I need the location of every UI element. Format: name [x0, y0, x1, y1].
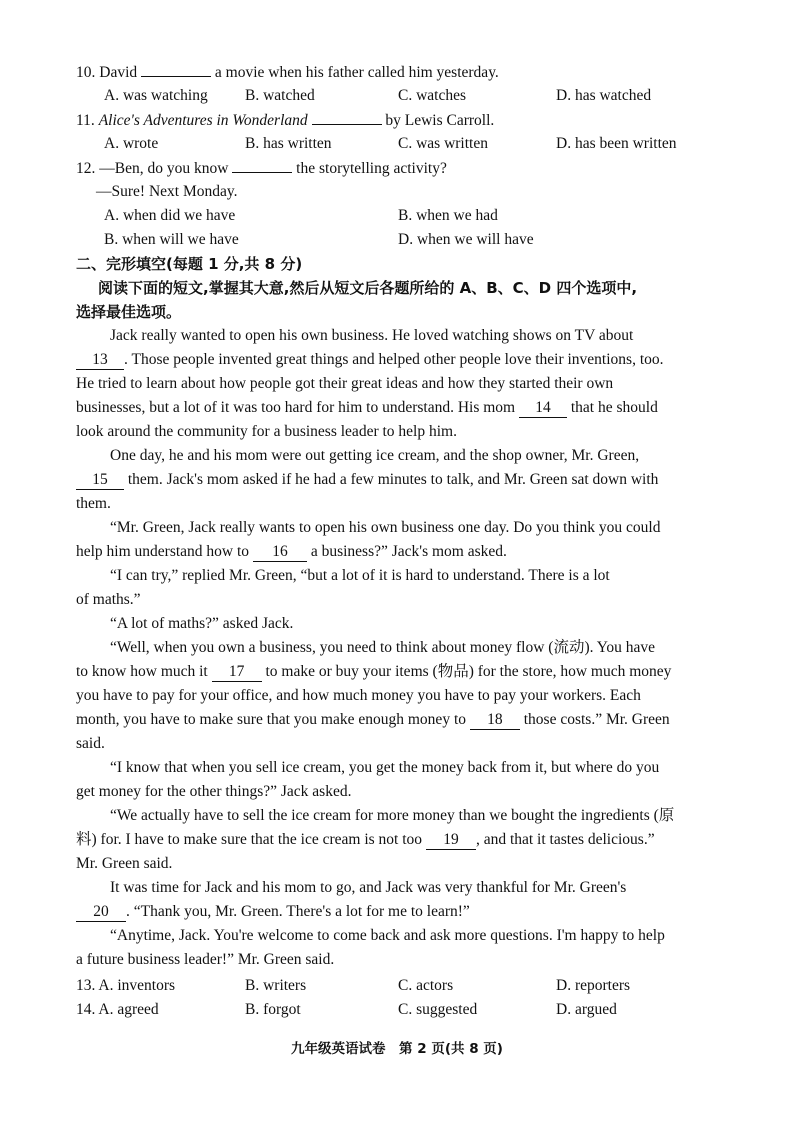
passage-line: One day, he and his mom were out getting ice cream, and the shop owner, Mr. Green,: [110, 447, 640, 464]
q10-option-c: C. watches: [398, 87, 467, 104]
passage-text: a business?” Jack's mom asked.: [310, 543, 507, 560]
blank-16: 16: [253, 543, 307, 562]
section-instruction: 阅读下面的短文,掌握其大意,然后从短文后各题所给的 A、B、C、D 四个选项中,: [98, 279, 638, 297]
blank-14: 14: [519, 399, 567, 418]
section-heading: 二、完形填空(每题 1 分,共 8 分): [76, 255, 303, 273]
passage-line: them.: [76, 495, 111, 512]
q10-option-a: A. was watching: [104, 87, 208, 104]
blank-19: 19: [426, 831, 476, 850]
passage-line: “We actually have to sell the ice cream for more money than we bought the ingredients (原: [110, 807, 675, 824]
passage-line: get money for the other things?” Jack asked.: [76, 783, 352, 800]
passage-line: [76, 828, 655, 852]
q12-stem-end: the storytelling activity?: [296, 160, 447, 177]
passage-line: [76, 348, 664, 372]
q11-option-a: A. wrote: [104, 135, 159, 152]
q10-stem-end: a movie when his father called him yesterday.: [214, 64, 499, 81]
q12-option-d: D. when we will have: [398, 231, 534, 248]
passage-line: “Anytime, Jack. You're welcome to come back and ask more questions. I'm happy to help: [110, 927, 665, 944]
q12-option-c: B. when will we have: [104, 231, 239, 248]
passage-line: look around the community for a business leader to help him.: [76, 423, 457, 440]
blank-15: 15: [76, 471, 124, 490]
passage-line: [76, 900, 470, 924]
q12-answer-blank: [232, 156, 292, 173]
blank-18: 18: [470, 711, 520, 730]
passage-text: those costs.” Mr. Green: [523, 711, 670, 728]
blank-17: 17: [212, 663, 262, 682]
passage-text: . Those people invented great things and helped other people love their inventions, too.: [124, 351, 664, 368]
q10-option-d: D. has watched: [556, 87, 652, 104]
passage-line: [76, 468, 658, 492]
passage-line: He tried to learn about how people got their great ideas and how they started their own: [76, 375, 614, 392]
question-10: [76, 60, 499, 84]
q11-option-c: C. was written: [398, 135, 488, 152]
q12-stem-start: 12. —Ben, do you know: [76, 160, 229, 177]
passage-text: that he should: [570, 399, 658, 416]
q11-number: 11.: [76, 112, 95, 129]
q14-option-d: D. argued: [556, 1001, 617, 1018]
passage-text: , and that it tastes delicious.”: [475, 831, 655, 848]
blank-13: 13: [76, 351, 124, 370]
passage-line: [76, 540, 507, 564]
passage-line: Jack really wanted to open his own business. He loved watching shows on TV about: [110, 327, 634, 344]
passage-text: them. Jack's mom asked if he had a few minutes to talk, and Mr. Green sat down with: [127, 471, 659, 488]
q11-option-b: B. has written: [245, 135, 332, 152]
passage-line: Mr. Green said.: [76, 855, 173, 872]
passage-line: “Mr. Green, Jack really wants to open his own business one day. Do you think you could: [110, 519, 661, 536]
section-instruction-cont: 选择最佳选项。: [76, 303, 182, 321]
question-12: [76, 156, 447, 180]
q13-option-a: 13. A. inventors: [76, 977, 176, 994]
q13-option-c: C. actors: [398, 977, 454, 994]
passage-text: . “Thank you, Mr. Green. There's a lot for me to learn!”: [126, 903, 470, 920]
passage-line: of maths.”: [76, 591, 141, 608]
passage-line: “Well, when you own a business, you need to think about money flow (流动). You have: [110, 639, 656, 656]
q11-answer-blank: [312, 108, 382, 125]
q14-option-b: B. forgot: [245, 1001, 301, 1018]
q12-reply: —Sure! Next Monday.: [96, 183, 238, 200]
passage-line: [76, 708, 670, 732]
passage-text: 料) for. I have to make sure that the ice cream is not too: [76, 831, 423, 848]
passage-text: to make or buy your items (物品) for the store, how much money: [265, 663, 672, 680]
q11-option-d: D. has been written: [556, 135, 677, 152]
question-11: [76, 108, 494, 132]
q14-option-c: C. suggested: [398, 1001, 478, 1018]
q12-option-b: B. when we had: [398, 207, 498, 224]
passage-line: It was time for Jack and his mom to go, and Jack was very thankful for Mr. Green's: [110, 879, 627, 896]
q13-option-b: B. writers: [245, 977, 307, 994]
q14-option-a: 14. A. agreed: [76, 1001, 159, 1018]
passage-text: month, you have to make sure that you make enough money to: [76, 711, 466, 728]
passage-line: “I can try,” replied Mr. Green, “but a lot of it is hard to understand. There is a lot: [110, 567, 610, 584]
passage-line: said.: [76, 735, 105, 752]
q12-option-a: A. when did we have: [104, 207, 236, 224]
passage-line: you have to pay for your office, and how much money you have to pay your workers. Each: [76, 687, 641, 704]
q10-answer-blank: [141, 60, 211, 77]
passage-line: [76, 396, 658, 420]
q11-book-title: Alice's Adventures in Wonderland: [98, 112, 308, 129]
passage-line: [76, 660, 671, 684]
q10-stem-start: 10. David: [76, 64, 138, 81]
passage-line: “I know that when you sell ice cream, you get the money back from it, but where do you: [110, 759, 660, 776]
page-footer: 九年级英语试卷 第 2 页(共 8 页): [291, 1041, 503, 1057]
passage-text: to know how much it: [76, 663, 208, 680]
q11-stem-end: by Lewis Carroll.: [385, 112, 495, 129]
q13-option-d: D. reporters: [556, 977, 631, 994]
passage-line: a future business leader!” Mr. Green said.: [76, 951, 335, 968]
passage-text: businesses, but a lot of it was too hard for him to understand. His mom: [76, 399, 516, 416]
q10-option-b: B. watched: [245, 87, 315, 104]
blank-20: 20: [76, 903, 126, 922]
passage-line: “A lot of maths?” asked Jack.: [110, 615, 294, 632]
passage-text: help him understand how to: [76, 543, 250, 560]
